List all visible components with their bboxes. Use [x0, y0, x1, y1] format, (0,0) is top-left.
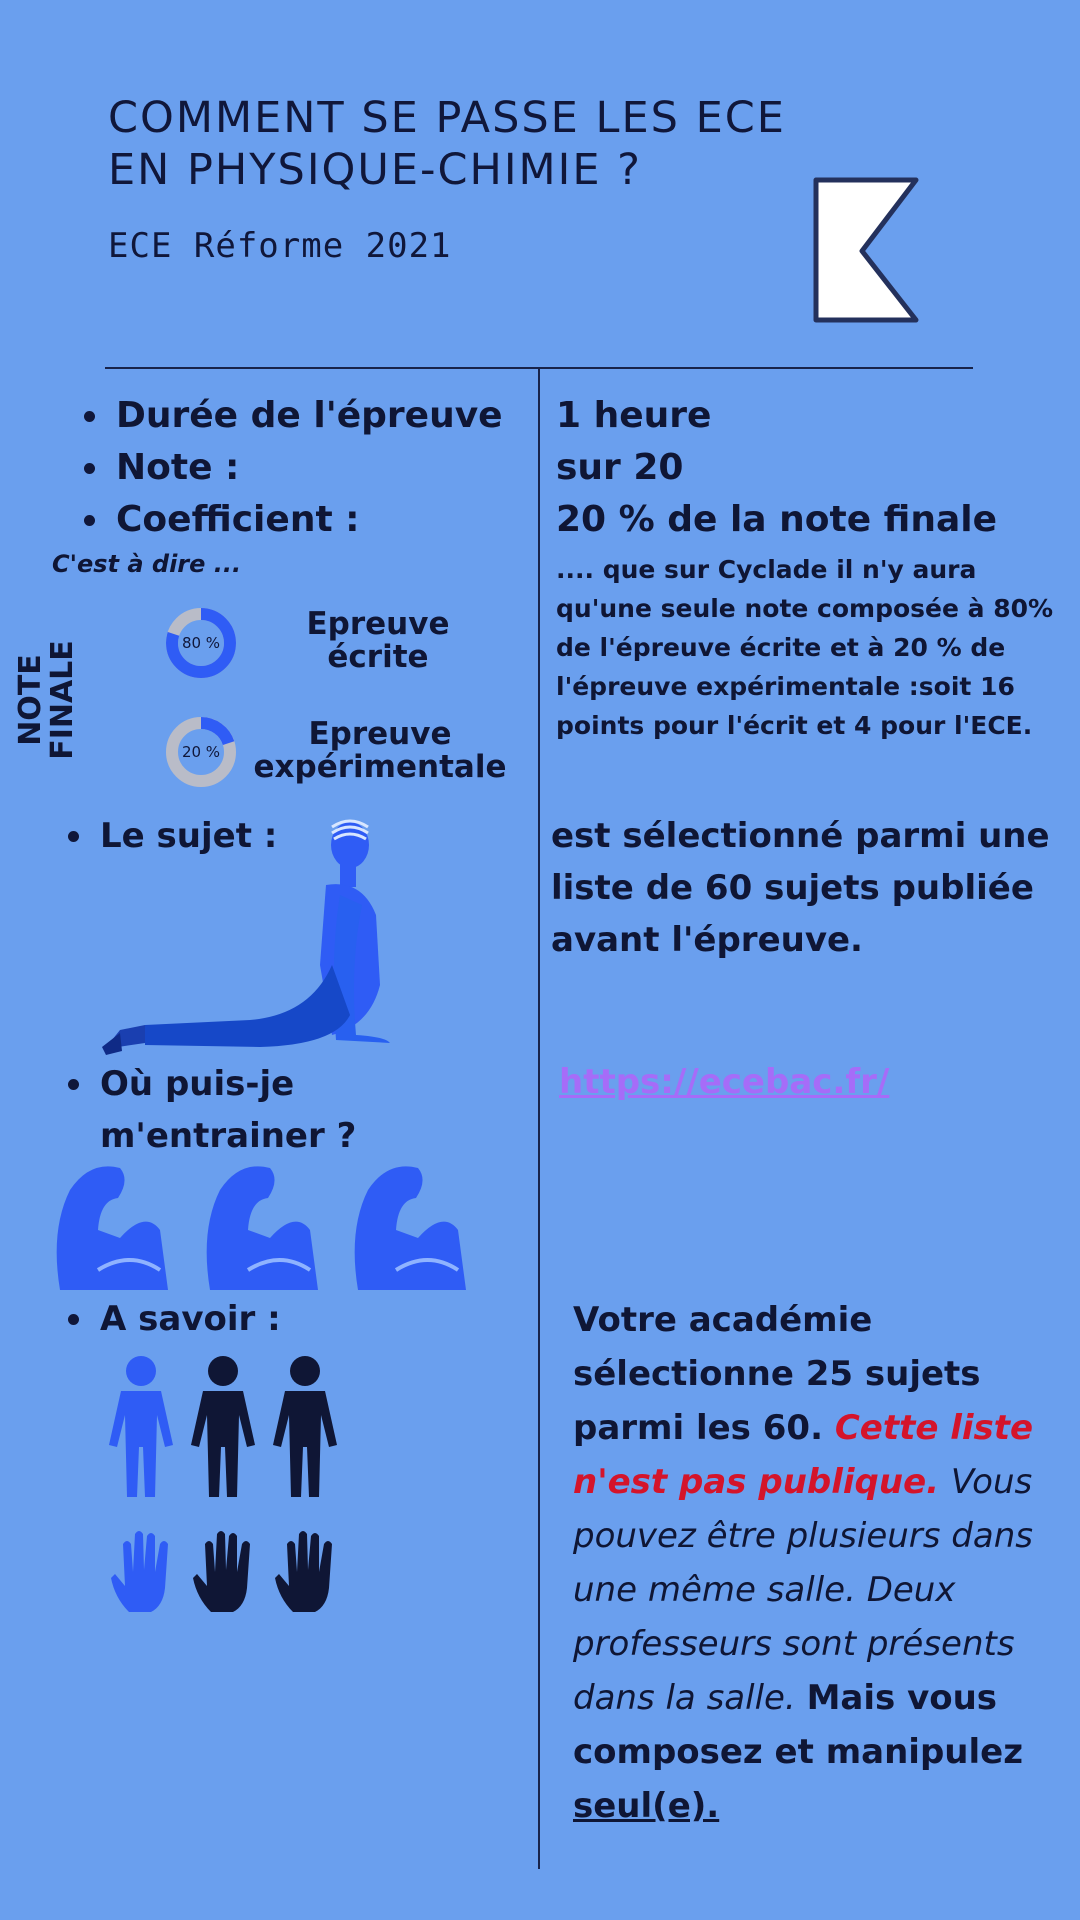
training-label [64, 1058, 460, 1162]
subtitle: ECE Réforme 2021 [108, 226, 452, 266]
flexed-arm-icon [57, 1166, 168, 1290]
savoir-text-4: Deux professeurs sont présents dans la salle. [573, 1570, 1015, 1718]
written-label-line-2: écrite [327, 639, 429, 675]
duration-label: Durée de l'épreuve [80, 390, 503, 442]
practical-percent-label: 20 % [181, 743, 221, 761]
savoir-text-6: seul(e). [573, 1786, 720, 1826]
practical-label-line-1: Epreuve [308, 716, 452, 752]
savoir-text-5: Mais vous composez et manipulez [573, 1678, 1023, 1772]
training-label-line-2: m'entrainer ? [100, 1116, 357, 1156]
note-value: sur 20 [556, 447, 684, 488]
hand-icon [275, 1531, 332, 1612]
savoir-label: A savoir : [64, 1293, 281, 1345]
note-label: Note : [80, 442, 503, 494]
practical-exam-label [250, 718, 510, 784]
hands-group [105, 1528, 355, 1613]
practical-label-line-2: expérimentale [253, 749, 507, 785]
person-icon [109, 1356, 173, 1497]
bookmark-k-logo-icon [812, 176, 922, 326]
flexed-arm-icon [207, 1166, 318, 1290]
flexed-arms-group [50, 1160, 480, 1300]
savoir-text-3: Vous pouvez être plusieurs dans une même salle. [573, 1462, 1033, 1610]
savoir-text [573, 1293, 1073, 1833]
ecebac-link[interactable]: https://ecebac.fr/ [559, 1062, 890, 1102]
hand-icon [111, 1531, 168, 1612]
hand-icon [193, 1531, 250, 1612]
note-finale-line-2: FINALE [45, 640, 80, 760]
note-explanation: .... que sur Cyclade il n'y aura qu'une seule note composée à 80% de l'épreuve écrite et à 20 % de l'épreuve expérimentale :soit 16 points pour l'écrit et 4 pour l'ECE. [556, 555, 1054, 740]
note-finale-vertical-label [15, 600, 85, 800]
stretching-person-icon [100, 815, 400, 1060]
people-group [105, 1355, 355, 1500]
cest-a-dire-label: C'est à dire ... [52, 550, 242, 578]
flexed-arm-icon [355, 1166, 466, 1290]
written-percent-label: 80 % [181, 634, 221, 652]
vertical-divider [538, 367, 540, 1869]
note-finale-line-1: NOTE [13, 654, 48, 746]
coefficient-label: Coefficient : [80, 494, 503, 546]
savoir-text-1: Votre académie sélectionne 25 sujets parmi les 60. [573, 1300, 981, 1448]
written-exam-donut [163, 605, 239, 681]
sujet-label: Le sujet : [64, 810, 277, 862]
coefficient-value: 20 % de la note finale [556, 499, 997, 540]
details-labels [80, 390, 503, 546]
person-icon [273, 1356, 337, 1497]
written-label-line-1: Epreuve [306, 606, 450, 642]
title-line-2: EN PHYSIQUE-CHIMIE ? [108, 145, 642, 195]
practical-exam-donut [163, 714, 239, 790]
sujet-text: est sélectionné parmi une liste de 60 sujets publiée avant l'épreuve. [551, 816, 1050, 960]
duration-value: 1 heure [556, 395, 712, 436]
written-exam-label [268, 608, 488, 674]
training-label-line-1: Où puis-je [100, 1064, 295, 1104]
savoir-text-2: Cette liste n'est pas publique. [573, 1408, 1034, 1502]
person-icon [191, 1356, 255, 1497]
details-values [556, 390, 997, 546]
title-line-1: COMMENT SE PASSE LES ECE [108, 93, 786, 143]
